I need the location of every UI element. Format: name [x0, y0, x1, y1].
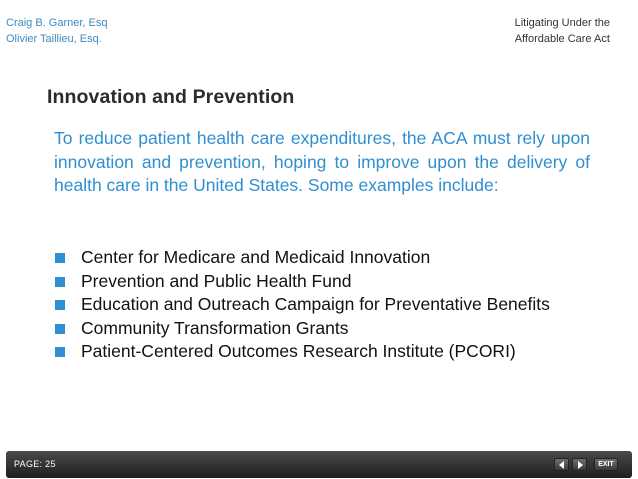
square-bullet-icon: [55, 347, 65, 357]
square-bullet-icon: [55, 300, 65, 310]
list-item: [54, 293, 590, 317]
examples-list: [54, 246, 590, 364]
list-item: [54, 246, 590, 270]
author-line-1: Craig B. Garner, Esq: [6, 17, 108, 29]
square-bullet-icon: [55, 253, 65, 263]
next-slide-button[interactable]: [572, 458, 587, 471]
square-bullet-icon: [55, 324, 65, 334]
list-item: [54, 340, 590, 364]
header-right: [515, 15, 610, 47]
list-item: [54, 270, 590, 294]
list-item-text: Prevention and Public Health Fund: [81, 270, 352, 291]
slide-title: Innovation and Prevention: [47, 86, 295, 108]
list-item-text: Center for Medicare and Medicaid Innovation: [81, 247, 431, 267]
list-item: [54, 317, 590, 341]
list-item-text: Patient-Centered Outcomes Research Institute (PCORI): [81, 341, 516, 361]
footer-bar: [6, 451, 632, 478]
course-title-line-2: Affordable Care Act: [514, 33, 610, 45]
intro-paragraph: To reduce patient health care expenditures, the ACA must rely upon innovation and prevention, hoping to improve upon the delivery of health care in the United States. Some examples include:: [54, 128, 590, 195]
triangle-left-icon: [558, 461, 566, 469]
page-number: PAGE: 25: [14, 459, 56, 469]
course-title-line-1: Litigating Under the: [514, 17, 610, 29]
previous-slide-button[interactable]: [554, 458, 569, 471]
square-bullet-icon: [55, 277, 65, 287]
exit-button[interactable]: EXIT: [594, 458, 618, 471]
triangle-right-icon: [576, 461, 584, 469]
list-item-text: Community Transformation Grants: [81, 317, 349, 338]
header-left: [6, 15, 108, 47]
author-line-2: Olivier Taillieu, Esq.: [6, 33, 102, 45]
list-item-text: Education and Outreach Campaign for Preventative Benefits: [81, 294, 550, 314]
